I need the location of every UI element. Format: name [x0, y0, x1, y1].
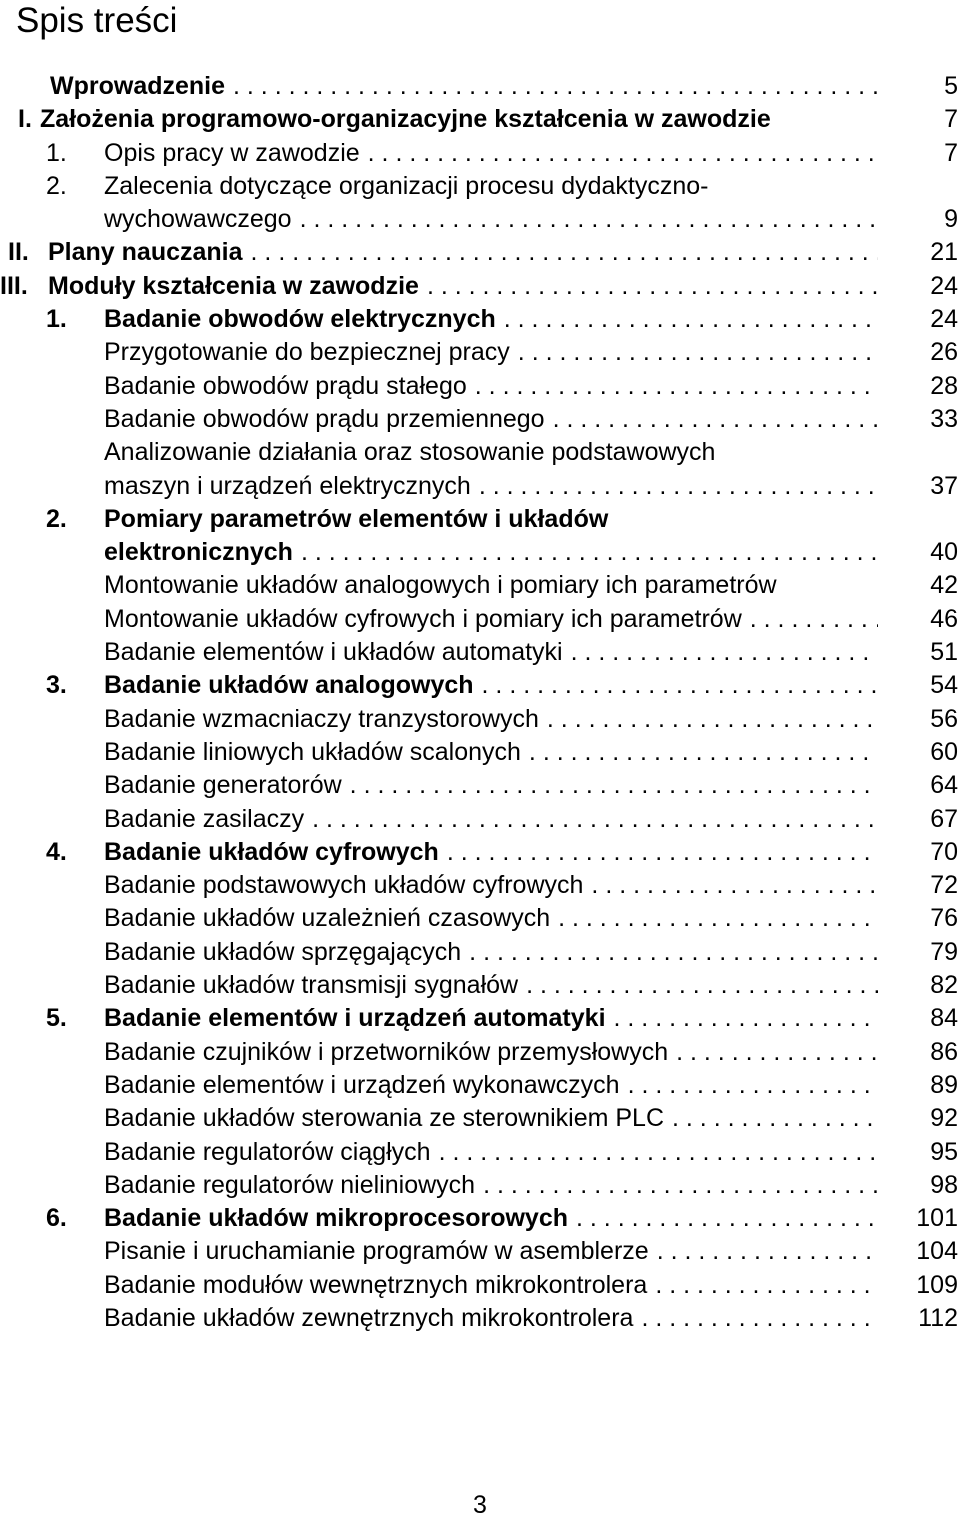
toc-entry-title: Badanie układów sprzęgających — [104, 937, 462, 966]
toc-entry-title: Pomiary parametrów elementów i układów — [104, 504, 609, 533]
dot-leader — [510, 336, 878, 369]
toc-entry-page: 26 — [930, 338, 958, 367]
dot-leader — [461, 936, 878, 969]
toc-entry[interactable] — [0, 270, 960, 303]
toc-entry[interactable] — [0, 1136, 960, 1169]
dot-leader — [649, 1235, 878, 1268]
toc-entry-title: Badanie obwodów prądu przemiennego — [104, 404, 545, 433]
toc-entry-page: 21 — [930, 238, 958, 267]
dot-leader — [292, 203, 878, 236]
toc-entry[interactable] — [0, 1002, 960, 1035]
table-of-contents — [0, 70, 960, 1335]
toc-entry[interactable] — [0, 803, 960, 836]
toc-entry-page: 28 — [930, 371, 958, 400]
toc-entry[interactable] — [0, 703, 960, 736]
toc-entry-page: 9 — [944, 205, 958, 234]
toc-entry-page: 67 — [930, 804, 958, 833]
dot-leader — [342, 769, 878, 802]
toc-entry-title: Plany nauczania — [48, 238, 243, 267]
toc-entry-number: II. — [8, 238, 29, 267]
toc-entry-title: Wprowadzenie — [50, 72, 226, 100]
toc-entry-page: 109 — [916, 1270, 958, 1299]
toc-entry-title: Badanie zasilaczy — [104, 804, 305, 833]
toc-entry-title: Pisanie i uruchamianie programów w asemblerze — [104, 1237, 649, 1266]
toc-entry-title: Badanie liniowych układów scalonych — [104, 737, 521, 766]
toc-entry[interactable] — [0, 503, 960, 570]
toc-entry-title: Badanie elementów i układów automatyki — [104, 638, 563, 667]
toc-entry-page: 56 — [930, 704, 958, 733]
toc-entry-page: 24 — [930, 271, 958, 300]
toc-entry-title: wychowawczego — [104, 205, 292, 234]
toc-entry[interactable] — [0, 336, 960, 369]
toc-entry-title: Badanie układów zewnętrznych mikrokontrolera — [104, 1303, 634, 1332]
dot-leader — [243, 236, 878, 269]
dot-leader — [293, 536, 878, 569]
toc-entry-page: 60 — [930, 737, 958, 766]
dot-leader — [620, 1069, 878, 1102]
toc-entry[interactable] — [0, 403, 960, 436]
dot-leader — [304, 803, 878, 836]
toc-entry-page: 64 — [930, 771, 958, 800]
dot-leader — [664, 1102, 878, 1135]
toc-entry-title: Badanie generatorów — [104, 771, 342, 800]
dot-leader — [474, 669, 878, 702]
toc-entry-page: 84 — [930, 1004, 958, 1033]
toc-entry[interactable] — [0, 669, 960, 702]
dot-leader — [467, 370, 878, 403]
dot-leader — [225, 70, 878, 103]
dot-leader — [431, 1136, 878, 1169]
toc-entry-title: Badanie wzmacniaczy tranzystorowych — [104, 704, 539, 733]
toc-entry-page: 98 — [930, 1170, 958, 1199]
toc-entry[interactable] — [0, 1069, 960, 1102]
toc-entry[interactable] — [0, 936, 960, 969]
toc-entry-page: 72 — [930, 871, 958, 900]
dot-leader — [563, 636, 878, 669]
toc-entry-number: 2. — [46, 171, 67, 200]
dot-leader — [647, 1269, 878, 1302]
toc-entry-page: 51 — [930, 638, 958, 667]
toc-entry-title: Zalecenia dotyczące organizacji procesu dydaktyczno- — [104, 171, 709, 200]
toc-entry-title: Przygotowanie do bezpiecznej pracy — [104, 338, 510, 367]
toc-entry-number: 3. — [46, 671, 67, 700]
toc-entry-page: 24 — [930, 305, 958, 334]
toc-entry[interactable] — [0, 902, 960, 935]
toc-entry-title: Badanie układów sterowania ze sterownikiem PLC — [104, 1104, 665, 1133]
toc-entry-title: Montowanie układów analogowych i pomiary ich parametrów — [104, 571, 777, 600]
dot-leader — [545, 403, 878, 436]
toc-entry[interactable] — [0, 603, 960, 636]
toc-entry-number: 6. — [46, 1204, 67, 1233]
toc-entry[interactable] — [0, 303, 960, 336]
toc-entry[interactable] — [0, 1202, 960, 1235]
toc-entry-page: 7 — [944, 138, 958, 167]
dot-leader — [496, 303, 878, 336]
dot-leader — [521, 736, 878, 769]
dot-leader — [360, 137, 878, 170]
toc-entry-title: Badanie obwodów elektrycznych — [104, 305, 496, 334]
toc-entry-number: 1. — [46, 138, 67, 167]
toc-entry[interactable] — [0, 1036, 960, 1069]
toc-entry-page: 37 — [930, 471, 958, 500]
toc-entry-number: 2. — [46, 504, 67, 533]
toc-entry-page: 104 — [916, 1237, 958, 1266]
dot-leader — [439, 836, 878, 869]
dot-leader — [583, 869, 878, 902]
toc-entry-title: Badanie układów transmisji sygnałów — [104, 971, 519, 1000]
toc-entry-title: Badanie elementów i urządzeń automatyki — [104, 1004, 606, 1033]
toc-entry-title: elektronicznych — [104, 538, 293, 567]
toc-entry-title: Badanie układów cyfrowych — [104, 837, 439, 866]
toc-entry-title: Badanie modułów wewnętrznych mikrokontrolera — [104, 1270, 648, 1299]
toc-entry[interactable] — [0, 103, 960, 136]
toc-entry-page: 86 — [930, 1037, 958, 1066]
toc-entry[interactable] — [0, 137, 960, 170]
toc-entry[interactable] — [0, 1169, 960, 1202]
toc-entry-page: 70 — [930, 837, 958, 866]
toc-entry[interactable] — [0, 869, 960, 902]
toc-entry-page: 33 — [930, 404, 958, 433]
toc-entry-title: Badanie czujników i przetworników przemysłowych — [104, 1037, 669, 1066]
toc-entry-page: 42 — [930, 571, 958, 600]
toc-entry[interactable] — [0, 1302, 960, 1335]
toc-entry[interactable] — [0, 736, 960, 769]
dot-leader — [518, 969, 878, 1002]
dot-leader — [606, 1002, 878, 1035]
toc-entry-title: Założenia programowo-organizacyjne kształcenia w zawodzie — [40, 105, 771, 134]
dot-leader — [550, 902, 878, 935]
toc-entry-number: 4. — [46, 837, 67, 866]
toc-entry[interactable] — [0, 170, 960, 237]
toc-entry[interactable] — [0, 370, 960, 403]
toc-entry[interactable] — [0, 569, 960, 602]
toc-entry-page: 7 — [944, 105, 958, 134]
toc-entry[interactable] — [0, 1235, 960, 1268]
toc-entry[interactable] — [0, 1269, 960, 1302]
toc-entry[interactable] — [0, 236, 960, 269]
page-title: Spis treści — [16, 1, 178, 40]
toc-entry-number: III. — [0, 271, 28, 300]
dot-leader — [633, 1302, 878, 1335]
toc-entry-page: 82 — [930, 971, 958, 1000]
dot-leader — [742, 603, 878, 636]
toc-entry-page: 79 — [930, 937, 958, 966]
toc-entry-number: I. — [18, 105, 32, 134]
dot-leader — [568, 1202, 878, 1235]
dot-leader — [668, 1036, 878, 1069]
toc-entry-page: 95 — [930, 1137, 958, 1166]
toc-entry-page: 112 — [918, 1303, 958, 1332]
toc-entry[interactable] — [0, 436, 960, 503]
toc-entry-number: 1. — [46, 305, 67, 334]
toc-entry-page: 76 — [930, 904, 958, 933]
toc-entry-title: Badanie obwodów prądu stałego — [104, 371, 467, 400]
dot-leader — [475, 1169, 878, 1202]
toc-entry-title: Badanie układów uzależnień czasowych — [104, 904, 551, 933]
toc-entry-title: Opis pracy w zawodzie — [104, 138, 360, 167]
toc-entry-title: Montowanie układów cyfrowych i pomiary ich parametrów — [104, 604, 742, 633]
toc-entry-title: Badanie podstawowych układów cyfrowych — [104, 871, 584, 900]
toc-entry-number: 5. — [46, 1004, 67, 1033]
toc-entry-title: Badanie układów analogowych — [104, 671, 474, 700]
toc-entry-page: 92 — [930, 1104, 958, 1133]
toc-entry[interactable] — [0, 1102, 960, 1135]
toc-entry-title: Badanie układów mikroprocesorowych — [104, 1204, 569, 1233]
toc-entry-title: Analizowanie działania oraz stosowanie podstawowych — [104, 438, 716, 467]
toc-entry-page: 5 — [944, 72, 958, 100]
toc-entry-title: Badanie elementów i urządzeń wykonawczych — [104, 1070, 620, 1099]
toc-entry-page: 40 — [930, 538, 958, 567]
toc-entry[interactable] — [0, 70, 960, 103]
dot-leader — [471, 470, 878, 503]
toc-entry[interactable] — [0, 769, 960, 802]
toc-entry[interactable] — [0, 836, 960, 869]
toc-entry[interactable] — [0, 969, 960, 1002]
toc-entry-title: Moduły kształcenia w zawodzie — [48, 271, 419, 300]
toc-entry-page: 101 — [916, 1204, 958, 1233]
toc-entry-title: Badanie regulatorów nieliniowych — [104, 1170, 476, 1199]
toc-entry-page: 54 — [930, 671, 958, 700]
dot-leader — [419, 270, 878, 303]
toc-entry-page: 89 — [930, 1070, 958, 1099]
dot-leader — [539, 703, 878, 736]
toc-entry[interactable] — [0, 636, 960, 669]
page-number: 3 — [473, 1491, 487, 1519]
toc-entry-page: 46 — [930, 604, 958, 633]
toc-entry-title: maszyn i urządzeń elektrycznych — [104, 471, 471, 500]
toc-entry-title: Badanie regulatorów ciągłych — [104, 1137, 431, 1166]
